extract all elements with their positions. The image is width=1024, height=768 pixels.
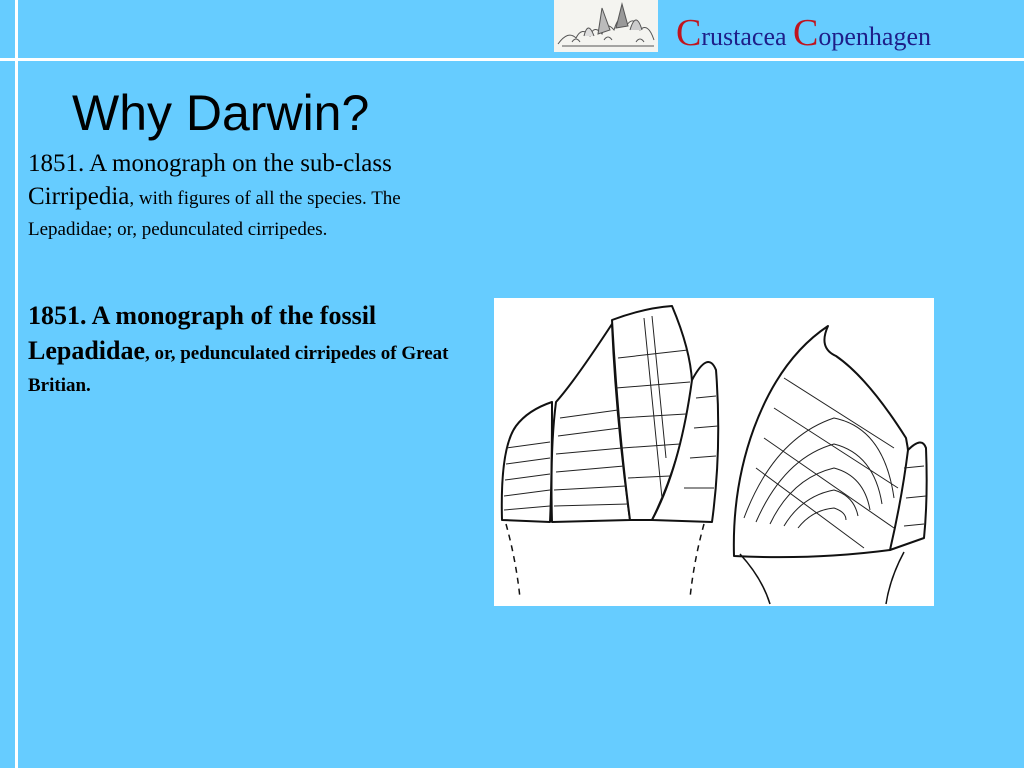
brand-initial-c: C xyxy=(676,12,702,54)
para1-rest: , with figures of all the species. The Lepadidae; or, pedunculated cirripedes. xyxy=(28,188,401,240)
fossil-barnacle-illustration xyxy=(494,298,934,606)
para1-year: 1851 xyxy=(28,150,78,177)
para2-name: Lepadidae xyxy=(28,336,146,365)
paragraph-cirripedia xyxy=(28,148,488,245)
header-divider-line xyxy=(0,58,1024,61)
brand-initial-c2: C xyxy=(793,12,819,54)
brand-word-crustacea: rustacea xyxy=(701,22,794,51)
para1-mid: . A monograph on the sub-class xyxy=(78,150,392,177)
brand-title xyxy=(676,14,931,52)
left-divider-line xyxy=(15,0,18,768)
paragraph-lepadidae xyxy=(28,300,478,402)
para2-rest: , or, pedunculated cirripedes of Great Britian. xyxy=(28,343,449,396)
para2-lead: 1851. A monograph of the fossil xyxy=(28,301,377,330)
para1-name: Cirripedia xyxy=(28,183,130,210)
barnacle-logo-icon xyxy=(554,0,658,52)
brand-word-copenhagen: openhagen xyxy=(818,22,932,51)
fossil-barnacle-icon xyxy=(494,298,934,606)
slide-title: Why Darwin? xyxy=(72,85,370,141)
